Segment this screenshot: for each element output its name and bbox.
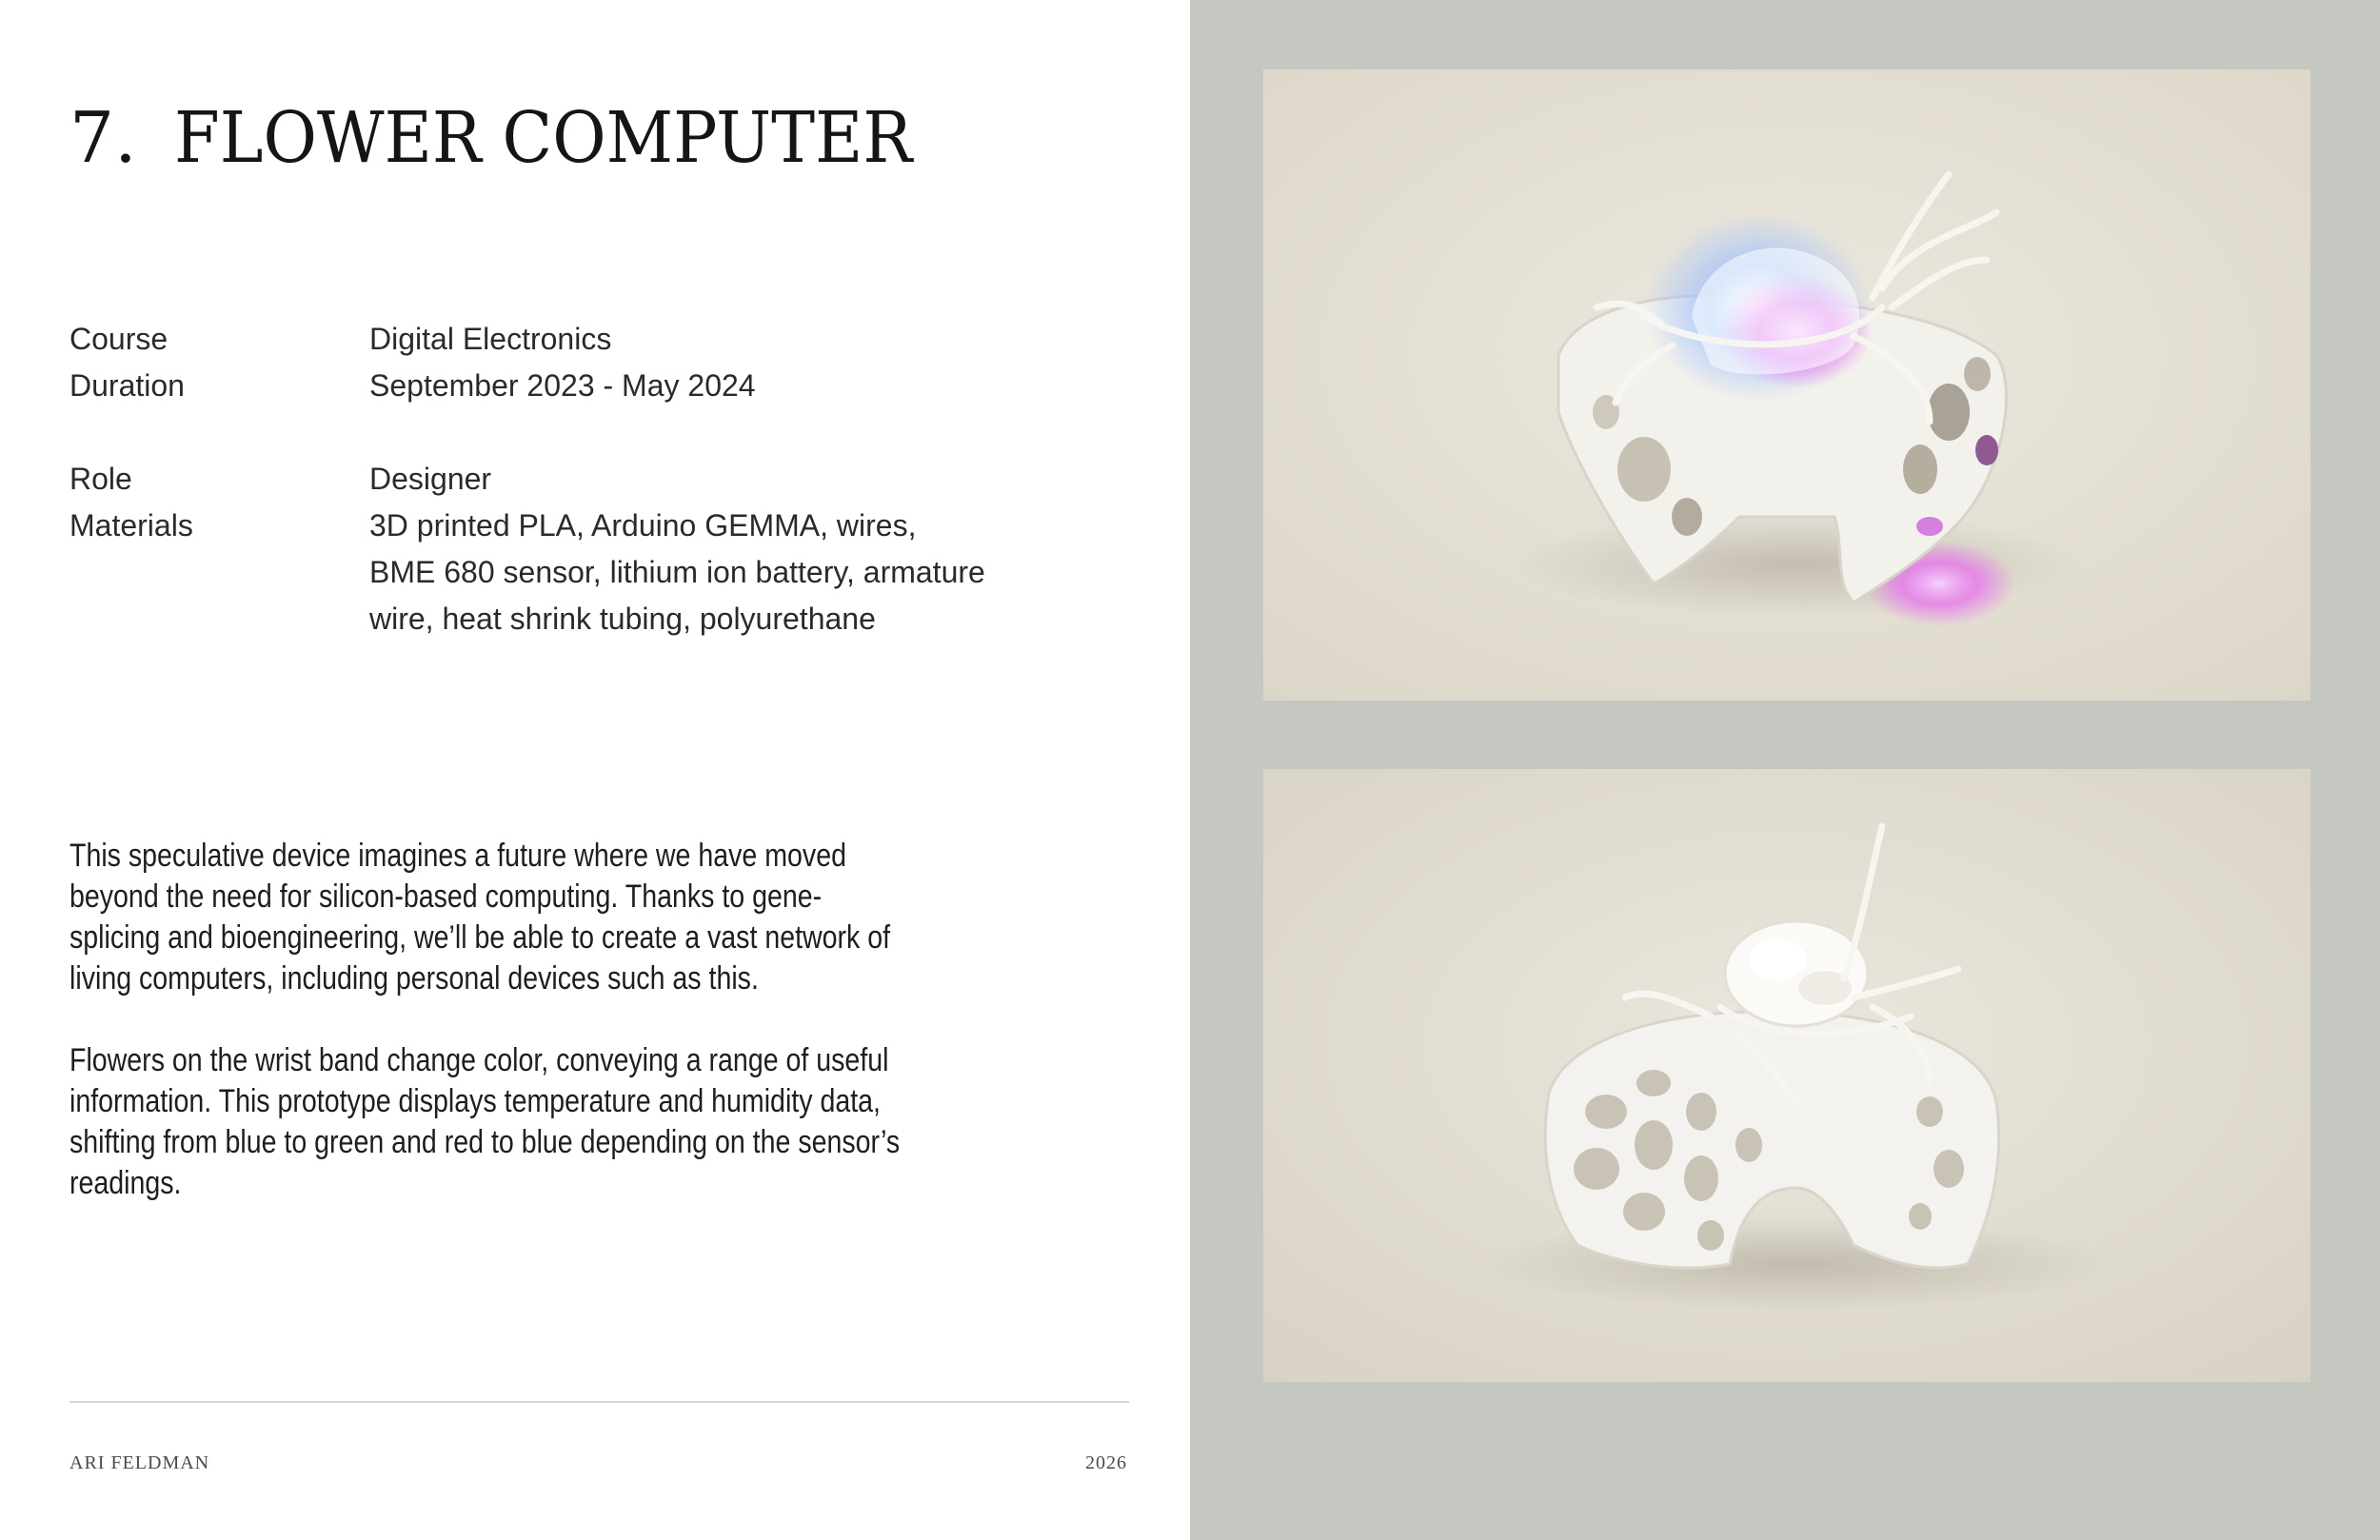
bracelet-lit-illustration (1263, 69, 2311, 701)
description-paragraph-1: This speculative device imagines a future where we have moved beyond the need for silicon-based computing. Thanks to gene-splicing and bioengineering, we’ll be able to create a vast network of living computers, including personal devices such as this. (69, 838, 891, 997)
role-row (69, 456, 1021, 503)
project-number: 7. (69, 97, 137, 179)
footer-divider (69, 1401, 1129, 1403)
bracelet-side-illustration (1263, 769, 2311, 1382)
bracelet-lit-photo (1263, 69, 2311, 701)
project-description (69, 836, 1069, 1245)
project-title: FLOWER COMPUTER (174, 97, 913, 179)
materials-row (69, 503, 1021, 642)
materials-value: 3D printed PLA, Arduino GEMMA, wires, BME 680 sensor, lithium ion battery, armature wire, heat shrink tubing, polyurethane (369, 508, 985, 636)
role-label: Role (69, 462, 132, 496)
bracelet-side-photo (1263, 769, 2311, 1382)
role-value: Designer (369, 462, 492, 496)
course-label: Course (69, 322, 169, 356)
duration-value: September 2023 - May 2024 (369, 368, 756, 403)
photo-panel (1190, 0, 2380, 1540)
course-value: Digital Electronics (369, 322, 612, 356)
duration-label: Duration (69, 368, 185, 403)
footer-year: 2026 (1085, 1452, 1127, 1473)
duration-row (69, 363, 1021, 409)
project-details (69, 316, 1021, 642)
footer-author: ARI FELDMAN (69, 1452, 210, 1473)
materials-label: Materials (69, 508, 193, 543)
page-title (69, 97, 967, 179)
course-row (69, 316, 1021, 363)
details-spacer (69, 409, 1021, 456)
description-paragraph-2: Flowers on the wrist band change color, conveying a range of useful information. This prototype displays temperature and humidity data, shifting from blue to green and red to blue depending on the sensor’s readings. (69, 1042, 901, 1201)
